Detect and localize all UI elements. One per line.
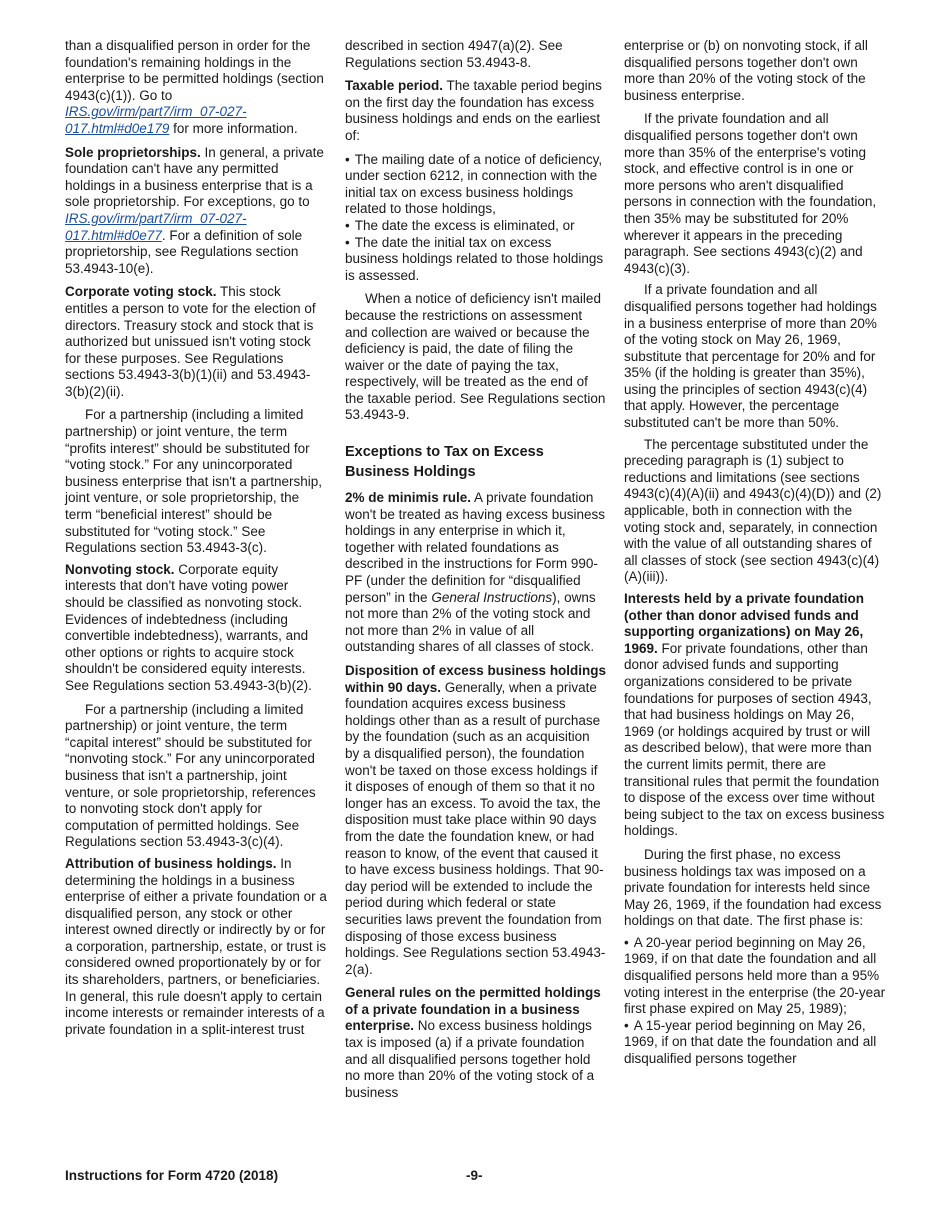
paragraph-continuation: described in section 4947(a)(2). See Regulations section 53.4943-8. <box>345 38 563 70</box>
list-item: • The mailing date of a notice of deficiency, under section 6212, in connection with the initial tax on excess business holdings related to those holdings, <box>345 151 603 217</box>
partnership-capital-paragraph: For a partnership (including a limited partnership) or joint venture, the term “capital interest” should be substituted for “nonvoting stock.” For any unincorporated business that isn't a partnership, joint venture, or sole proprietorship, references to nonvoting stock don't apply for computation of permitted holdings. See Regulations section 53.4943-3(c)(4). <box>65 701 316 850</box>
bullet-icon: • <box>624 934 629 950</box>
taxable-period-list <box>345 152 607 285</box>
bullet-icon: • <box>345 217 350 233</box>
paragraph-continuation: than a disqualified person in order for the foundation's remaining holdings in the enterprise to be permitted holdings (section 4943(c)(1)). Go to IRS.gov/irm/part7/irm_07-027-017.html#d0e179 for more information. <box>65 38 324 136</box>
column-2 <box>345 38 607 1108</box>
de-minimis-heading: 2% de minimis rule. <box>345 490 472 506</box>
list-item: • A 15-year period beginning on May 26, 1969, if on that date the foundation and all disqualified persons together <box>624 1017 877 1067</box>
bullet-icon: • <box>624 1017 629 1033</box>
interests-held-heading: Interests held by a private foundation (other than donor advised funds and supporting organizations) on May 26, 1969. <box>624 591 865 656</box>
list-item: • A 20-year period beginning on May 26, 1969, if on that date the foundation and all disqualified persons held more than a 95% voting interest in the enterprise (the 20-year first phase expired on May 25, 1989); <box>624 934 886 1017</box>
footer-form-title: Instructions for Form 4720 (2018) <box>65 1168 279 1183</box>
paragraph-continuation: enterprise or (b) on nonvoting stock, if all disqualified persons together don't own more than 20% of the voting stock of the business enterprise. <box>624 38 868 103</box>
corporate-voting-stock-heading: Corporate voting stock. <box>65 284 217 300</box>
column-1 <box>65 38 327 1045</box>
irm-link-d0e77[interactable]: IRS.gov/irm/part7/irm_07-027-017.html#d0e77 <box>65 210 247 243</box>
disposition-heading: Disposition of excess business holdings within 90 days. <box>345 663 607 695</box>
attribution-heading: Attribution of business holdings. <box>65 855 277 871</box>
attribution-paragraph: Attribution of business holdings. In determining the holdings in a business enterprise of either a private foundation or a disqualified person, any stock or other interest owned directly or indirectly by or for a corporation, partnership, estate, or trust is considered owned proportionately by or for its shareholders, partners, or beneficiaries. In general, this rule doesn't apply to certain income interests or remainder interests of a private foundation in a split-interest trust <box>65 855 327 1037</box>
taxable-period-paragraph: Taxable period. The taxable period begins on the first day the foundation has excess business holdings and ends on the earliest of: <box>345 78 602 143</box>
may-1969-holdings-paragraph: If a private foundation and all disqualified persons together had holdings in a business enterprise of more than 20% of the voting stock on May 26, 1969, substitute that percentage for 20% and for 35% (if the holding is greater than 35%), using the principles of section 4943(c)(4) that apply. However, the percentage substituted can't be more than 50%. <box>624 282 877 431</box>
disposition-paragraph: Disposition of excess business holdings within 90 days. Generally, when a private foundation acquires excess business holdings other than as a result of purchase by the foundation (such as an acquisition by a disqualified person), the foundation won't be taxed on those excess holdings if it disposes of enough of them so that it no longer has an excess. To avoid the tax, the disposition must take place within 90 days from the date the foundation knew, or had reason to know, of the event that caused it to have excess business holdings. That 90-day period will be extended to include the period during which federal or state securities laws prevent the foundation from disposing of those excess business holdings. See Regulations section 53.4943-2(a). <box>345 663 607 977</box>
page-number: -9- <box>466 1168 483 1183</box>
irm-link-d0e179[interactable]: IRS.gov/irm/part7/irm_07-027-017.html#d0e179 <box>65 104 247 136</box>
interests-held-paragraph: Interests held by a private foundation (other than donor advised funds and supporting organizations) on May 26, 1969. For private foundations, other than donor advised funds and supporting organizations considered to be private foundations for purposes of section 4943, that had business holdings on May 26, 1969 (or holdings acquired by trust or will as described below), that were more than the current limits permit, there are transitional rules that permit the foundation to dispose of the excess over time without being subject to the tax on excess business holdings. <box>624 591 885 839</box>
general-rules-heading: General rules on the permitted holdings of a private foundation in a business enterprise. <box>345 985 601 1034</box>
thirty-five-percent-paragraph: If the private foundation and all disqualified persons together don't own more than 35% of the enterprise's voting stock, and effective control is in one or more persons who aren't disqualified persons in connection with the foundation, then 35% may be substituted for 20% wherever it appears in the preceding paragraph. See sections 4943(c)(2) and 4943(c)(3). <box>624 111 877 276</box>
nonvoting-stock-paragraph: Nonvoting stock. Corporate equity interests that don't have voting power should be classified as nonvoting stock. Evidences of indebtedness (including convertible indebtedness), warrants, and other options or rights to acquire stock shouldn't be considered equity interests. See Regulations section 53.4943-3(b)(2). <box>65 561 312 693</box>
notice-of-deficiency-paragraph: When a notice of deficiency isn't mailed because the restrictions on assessment and collection are waived or because the deficiency is paid, the date of filing the waiver or the date of paying the tax, respectively, will be treated as the end of the taxable period. See Regulations section 53.4943-9. <box>345 291 606 423</box>
percentage-substituted-paragraph: The percentage substituted under the preceding paragraph is (1) subject to reductions and limitations (see sections 4943(c)(4)(A)(ii) and 4943(c)(4)(D)) and (2) applicable, both in connection with the voting stock and, separately, in connection with the value of all outstanding shares of all classes of stock (see section 4943(c)(4)(A)(iii)). <box>624 436 882 585</box>
partnership-profits-paragraph: For a partnership (including a limited partnership) or joint venture, the term “profits interest” should be substituted for “voting stock.” For any unincorporated business enterprise that isn't a partnership, joint venture, or sole proprietorship, the term “beneficial interest” should be substituted for “voting stock.” See Regulations section 53.4943-3(c). <box>65 407 322 556</box>
general-rules-paragraph: General rules on the permitted holdings of a private foundation in a business enterprise. No excess business holdings tax is imposed (a) if a private foundation and all disqualified persons together hold no more than 20% of the voting stock of a business <box>345 985 601 1100</box>
taxable-period-heading: Taxable period. <box>345 78 444 94</box>
nonvoting-stock-heading: Nonvoting stock. <box>65 561 175 577</box>
bullet-icon: • <box>345 151 350 167</box>
first-phase-paragraph: During the first phase, no excess business holdings tax was imposed on a private foundation for interests held since May 26, 1969, if the foundation had excess holdings on that date. The first phase is: <box>624 846 882 929</box>
first-phase-list <box>624 935 886 1068</box>
bullet-icon: • <box>345 234 350 250</box>
list-item: • The date the initial tax on excess business holdings related to those holdings is assessed. <box>345 234 604 283</box>
section-heading: Exceptions to Tax on Excess Business Holdings <box>345 444 544 481</box>
corporate-voting-stock-paragraph: Corporate voting stock. This stock entitles a person to vote for the election of directors. Treasury stock and stock that is authorized but unissued isn't voting stock for these purposes. See Regulations sections 53.4943-3(b)(1)(ii) and 53.4943-3(b)(2)(ii). <box>65 284 316 399</box>
list-item: • The date the excess is eliminated, or <box>345 217 575 233</box>
column-3 <box>624 38 886 1075</box>
sole-proprietorships-paragraph: Sole proprietorships. In general, a private foundation can't have any permitted holdings in a business enterprise that is a sole proprietorship. For exceptions, go to IRS.gov/irm/part7/irm_07-027-017.html#d0e77. For a definition of sole proprietorship, see Regulations section 53.4943-10(e). <box>65 144 324 276</box>
de-minimis-paragraph: 2% de minimis rule. A private foundation won't be treated as having excess business holdings in any enterprise in which it, together with related foundations as described in the instructions for Form 990-PF (under the definition for “disqualified person” in the General Instructions), owns not more than 2% of the voting stock and not more than 2% in value of all outstanding shares of all classes of stock. <box>345 490 605 655</box>
sole-proprietorships-heading: Sole proprietorships. <box>65 144 201 160</box>
